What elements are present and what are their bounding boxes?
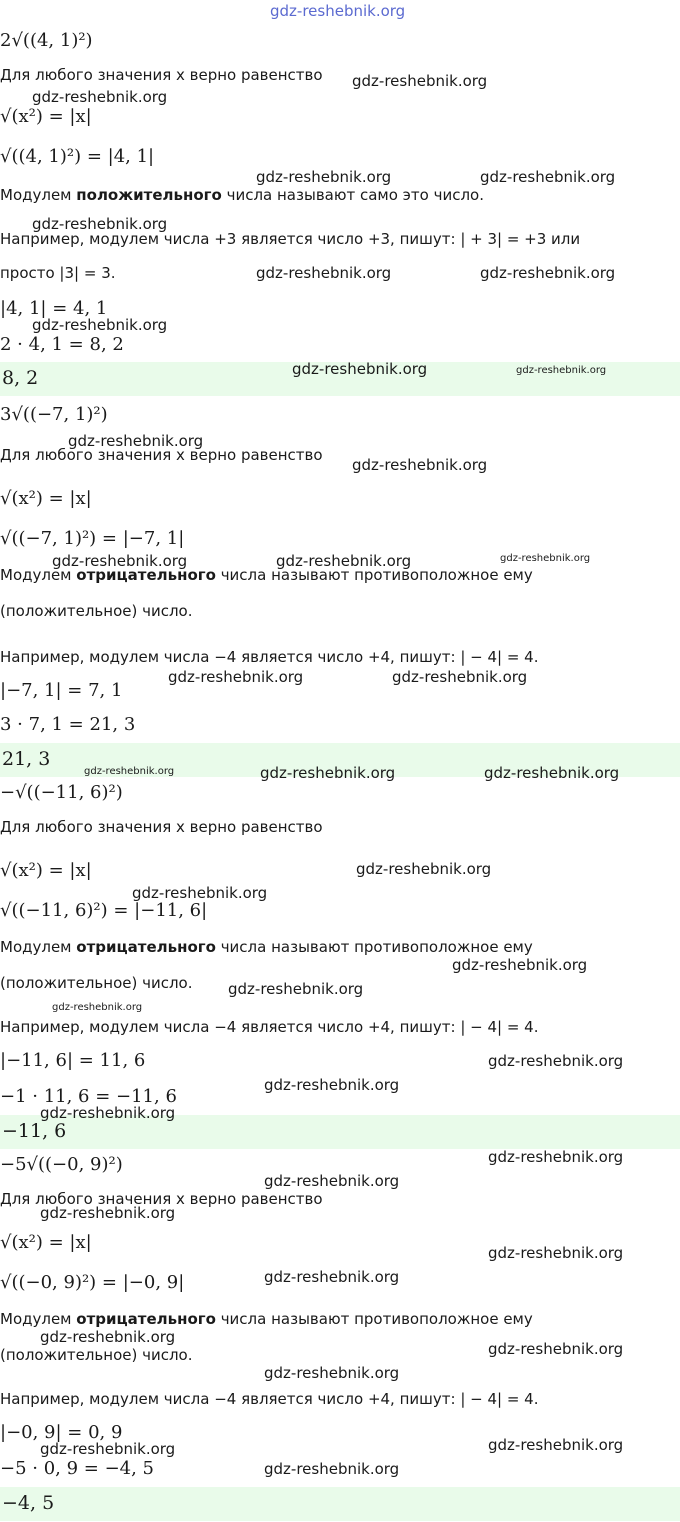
step1-2: |−7, 1| = 7, 1 [0,680,123,701]
watermark: gdz-reshebnik.org [488,1052,624,1070]
watermark: gdz-reshebnik.org [264,1076,400,1094]
watermark: gdz-reshebnik.org [356,860,492,878]
answer-box-4 [0,1487,680,1521]
example-cont-1: просто |3| = 3. [0,264,116,282]
answer-1: 8, 2 [2,367,39,389]
step2-2: 3 · 7, 1 = 21, 3 [0,714,136,735]
apply-1: √((4, 1)²) = |4, 1| [0,146,155,167]
apply-3: √((−11, 6)²) = |−11, 6| [0,900,208,921]
example-2: Например, модулем числа −4 является число +4, пишут: | − 4| = 4. [0,648,539,666]
watermark: gdz-reshebnik.org [132,884,268,902]
step1-1: |4, 1| = 4, 1 [0,298,108,319]
expression-1: 2√((4, 1)²) [0,30,93,51]
modulus-definition-cont-2: (положительное) число. [0,602,193,620]
rule-text-4: Для любого значения x верно равенство [0,1190,323,1208]
watermark: gdz-reshebnik.org [292,360,428,378]
modulus-definition-cont-3: (положительное) число. [0,974,193,992]
modulus-definition-2: Модулем отрицательного числа называют противоположное ему [0,566,533,584]
watermark: gdz-reshebnik.org [168,668,304,686]
watermark: gdz-reshebnik.org [40,1204,176,1222]
identity-4: √(x²) = |x| [0,1232,92,1253]
watermark: gdz-reshebnik.org [488,1244,624,1262]
watermark: gdz-reshebnik.org [52,1002,143,1013]
watermark: gdz-reshebnik.org [40,1328,176,1346]
watermark: gdz-reshebnik.org [452,956,588,974]
expression-2: 3√((−7, 1)²) [0,404,108,425]
example-4: Например, модулем числа −4 является число +4, пишут: | − 4| = 4. [0,1390,539,1408]
answer-4: −4, 5 [2,1492,55,1514]
watermark: gdz-reshebnik.org [68,432,204,450]
top-watermark: gdz-reshebnik.org [270,2,406,20]
watermark: gdz-reshebnik.org [264,1364,400,1382]
watermark: gdz-reshebnik.org [264,1460,400,1478]
identity-1: √(x²) = |x| [0,106,92,127]
identity-3: √(x²) = |x| [0,860,92,881]
watermark: gdz-reshebnik.org [264,1172,400,1190]
example-3: Например, модулем числа −4 является число +4, пишут: | − 4| = 4. [0,1018,539,1036]
watermark: gdz-reshebnik.org [32,316,168,334]
watermark: gdz-reshebnik.org [352,456,488,474]
watermark: gdz-reshebnik.org [488,1340,624,1358]
watermark: gdz-reshebnik.org [500,553,591,564]
step1-3: |−11, 6| = 11, 6 [0,1050,146,1071]
step2-1: 2 · 4, 1 = 8, 2 [0,334,124,355]
rule-text-3: Для любого значения x верно равенство [0,818,323,836]
apply-4: √((−0, 9)²) = |−0, 9| [0,1272,185,1293]
watermark: gdz-reshebnik.org [276,552,412,570]
watermark: gdz-reshebnik.org [488,1148,624,1166]
watermark: gdz-reshebnik.org [480,168,616,186]
watermark: gdz-reshebnik.org [84,766,175,777]
watermark: gdz-reshebnik.org [40,1440,176,1458]
watermark: gdz-reshebnik.org [228,980,364,998]
identity-2: √(x²) = |x| [0,488,92,509]
watermark: gdz-reshebnik.org [264,1268,400,1286]
watermark: gdz-reshebnik.org [32,88,168,106]
watermark: gdz-reshebnik.org [480,264,616,282]
example-1: Например, модулем числа +3 является число +3, пишут: | + 3| = +3 или [0,230,581,248]
step2-4: −5 · 0, 9 = −4, 5 [0,1458,155,1479]
watermark: gdz-reshebnik.org [256,168,392,186]
modulus-definition-cont-4: (положительное) число. [0,1346,193,1364]
answer-3: −11, 6 [2,1120,67,1142]
watermark: gdz-reshebnik.org [40,1104,176,1122]
apply-2: √((−7, 1)²) = |−7, 1| [0,528,185,549]
watermark: gdz-reshebnik.org [516,365,607,376]
step2-3: −1 · 11, 6 = −11, 6 [0,1086,177,1107]
expression-4: −5√((−0, 9)²) [0,1154,123,1175]
watermark: gdz-reshebnik.org [52,552,188,570]
watermark: gdz-reshebnik.org [32,215,168,233]
expression-3: −√((−11, 6)²) [0,782,123,803]
rule-text-1: Для любого значения x верно равенство [0,66,323,84]
watermark: gdz-reshebnik.org [484,764,620,782]
step1-4: |−0, 9| = 0, 9 [0,1422,123,1443]
watermark: gdz-reshebnik.org [256,264,392,282]
watermark: gdz-reshebnik.org [260,764,396,782]
rule-text-2: Для любого значения x верно равенство [0,446,323,464]
watermark: gdz-reshebnik.org [392,668,528,686]
answer-2: 21, 3 [2,748,51,770]
modulus-definition-3: Модулем отрицательного числа называют противоположное ему [0,938,533,956]
watermark: gdz-reshebnik.org [488,1436,624,1454]
modulus-definition-4: Модулем отрицательного числа называют противоположное ему [0,1310,533,1328]
watermark: gdz-reshebnik.org [352,72,488,90]
modulus-definition-1: Модулем положительного числа называют само это число. [0,186,484,204]
